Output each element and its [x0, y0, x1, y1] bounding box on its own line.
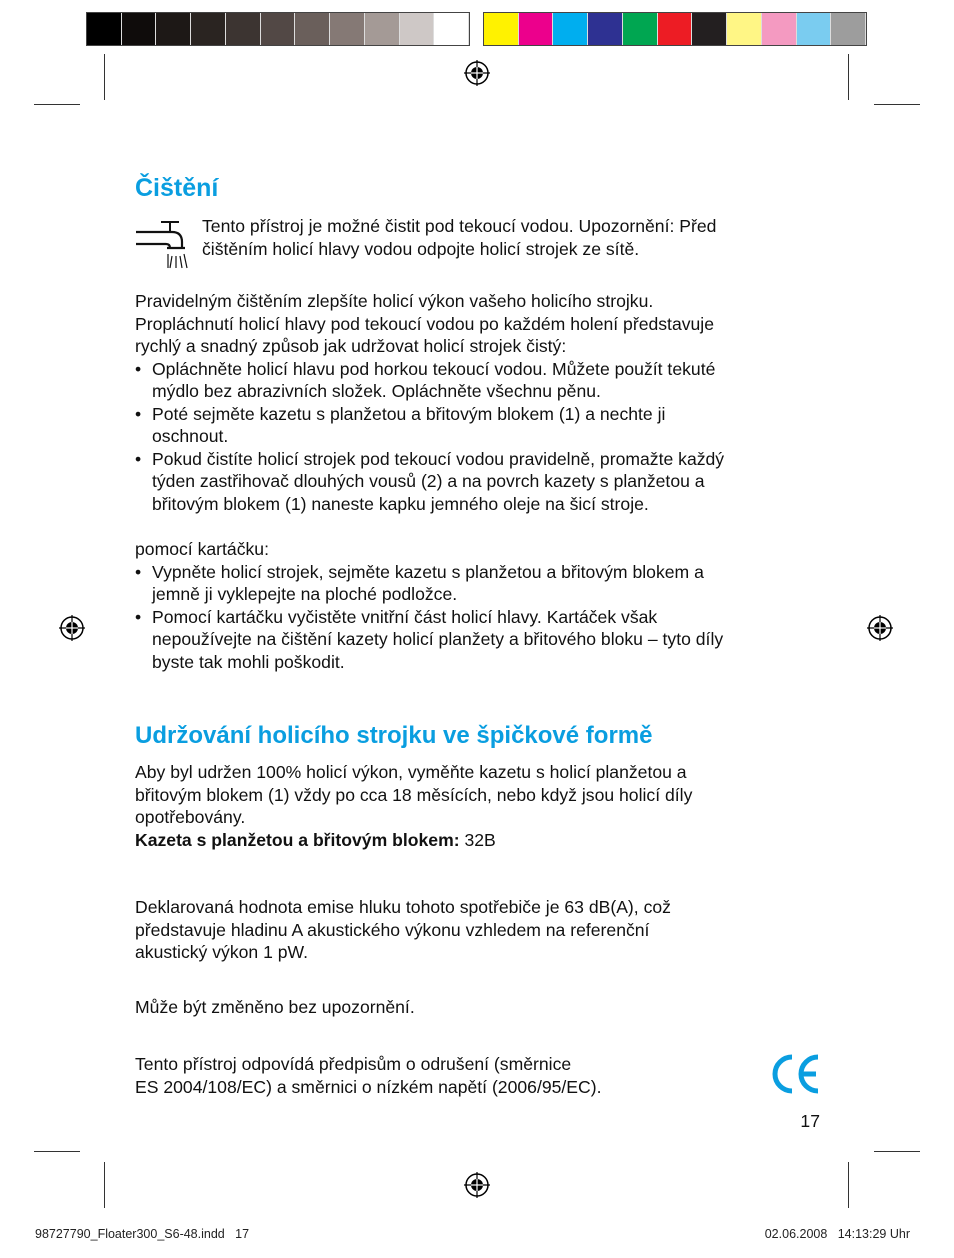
registration-mark-icon: [867, 615, 893, 641]
text-line: • Poté sejměte kazetu s planžetou a břitovým blokem (1) a nechte ji: [152, 403, 666, 424]
color-swatch: [727, 13, 762, 45]
process-color-bar: [483, 12, 867, 46]
cleaning-body: [135, 290, 835, 515]
color-swatch: [588, 13, 623, 45]
text-line: Propláchnutí holicí hlavy pod tekoucí vodou po každém holení představuje: [135, 313, 715, 334]
color-swatch: [831, 13, 866, 45]
part-value: 32B: [459, 829, 496, 850]
text-line: rychlý a snadný způsob jak udržovat holicí strojek čistý:: [135, 336, 567, 356]
section-heading-maintenance: Udržování holicího strojku ve špičkové formě: [135, 722, 653, 749]
faucet-icon: [134, 218, 190, 270]
text-line: oschnout.: [152, 426, 229, 446]
page-number: 17: [800, 1111, 820, 1131]
color-swatch: [553, 13, 588, 45]
registration-mark-icon: [464, 60, 490, 86]
text-line: • Pomocí kartáčku vyčistěte vnitřní část holicí hlavy. Kartáček však: [152, 606, 658, 627]
text-line: mýdlo bez abrazivních složek. Opláchněte všechnu pěnu.: [152, 381, 601, 401]
text-line: týden zastřihovač dlouhých vousů (2) a na povrch kazety s planžetou a: [152, 471, 705, 491]
crop-mark: [874, 1151, 920, 1152]
conformity-statement: [135, 1053, 755, 1098]
footer-timestamp: 02.06.2008 14:13:29 Uhr: [764, 1227, 910, 1241]
noise-declaration: [135, 896, 835, 964]
footer-file-name: 98727790_Floater300_S6-48.indd 17: [35, 1227, 250, 1241]
text-line: byste tak mohli poškodit.: [152, 651, 345, 672]
list-item: [135, 606, 835, 674]
crop-mark: [104, 54, 105, 100]
color-swatch: [434, 13, 469, 45]
color-swatch: [87, 13, 122, 45]
color-swatch: [295, 13, 330, 45]
text-line: nepoužívejte na čištění kazety holicí planžety a břitového bloku – tyto díly: [152, 629, 724, 649]
text-line: představuje hladinu A akustického výkonu vzhledem na referenční: [135, 919, 650, 940]
text-line: jemně ji vyklepejte na ploché podložce.: [152, 584, 458, 604]
list-item: [135, 358, 835, 403]
text-line: Deklarovaná hodnota emise hluku tohoto spotřebiče je 63 dB(A), což: [135, 897, 671, 917]
text-line: ES 2004/108/EC) a směrnici o nízkém napětí (2006/95/EC).: [135, 1076, 602, 1097]
text-line: břitovým blokem (1) vždy po cca 18 měsících, nebo když jsou holicí díly: [135, 784, 693, 805]
color-swatch: [797, 13, 832, 45]
color-swatch: [519, 13, 554, 45]
maintenance-body: [135, 761, 835, 851]
list-item: [135, 448, 835, 516]
color-swatch: [226, 13, 261, 45]
change-notice: Může být změněno bez upozornění.: [135, 997, 415, 1017]
color-swatch: [156, 13, 191, 45]
intro-text: [202, 215, 822, 260]
text-line: • Vypněte holicí strojek, sejměte kazetu s planžetou a břitovým blokem a: [152, 561, 704, 582]
brush-bullet-list: [135, 561, 835, 674]
crop-mark: [104, 1162, 105, 1208]
color-swatch: [484, 13, 519, 45]
color-swatch: [400, 13, 435, 45]
text-line: Tento přístroj odpovídá předpisům o odrušení (směrnice: [135, 1054, 572, 1074]
color-swatch: [191, 13, 226, 45]
text-line: Pravidelným čištěním zlepšíte holicí výkon vašeho holicího strojku.: [135, 291, 654, 311]
color-swatch: [658, 13, 693, 45]
section-heading-cleaning: Čištění: [135, 174, 219, 202]
text-line: čištěním holicí hlavy vodou odpojte holicí strojek ze sítě.: [202, 238, 640, 259]
list-item: [135, 561, 835, 606]
text-line: břitovým blokem (1) naneste kapku jemného oleje na šicí stroje.: [152, 493, 649, 514]
crop-mark: [874, 104, 920, 105]
color-swatch: [365, 13, 400, 45]
text-line: Aby byl udržen 100% holicí výkon, vyměňte kazetu s holicí planžetou a: [135, 762, 687, 782]
ce-mark-icon: [768, 1051, 822, 1097]
grayscale-color-bar: [86, 12, 470, 46]
crop-mark: [848, 54, 849, 100]
color-swatch: [122, 13, 157, 45]
registration-mark-icon: [464, 1172, 490, 1198]
text-line: akustický výkon 1 pW.: [135, 942, 309, 962]
part-label: Kazeta s planžetou a břitovým blokem:: [135, 829, 460, 850]
part-number-line: [135, 829, 835, 852]
text-line: • Pokud čistíte holicí strojek pod tekoucí vodou pravidelně, promažte každý: [152, 448, 725, 469]
color-swatch: [762, 13, 797, 45]
color-swatch: [261, 13, 296, 45]
cleaning-bullet-list: [135, 358, 835, 516]
color-swatch: [623, 13, 658, 45]
color-swatch: [330, 13, 365, 45]
text-line: • Opláchněte holicí hlavu pod horkou tekoucí vodou. Můžete použít tekuté: [152, 358, 716, 379]
crop-mark: [34, 104, 80, 105]
crop-mark: [34, 1151, 80, 1152]
text-line: opotřebovány.: [135, 807, 246, 827]
brush-cleaning-body: [135, 538, 835, 673]
brush-subtitle: pomocí kartáčku:: [135, 539, 269, 559]
crop-mark: [848, 1162, 849, 1208]
text-line: Tento přístroj je možné čistit pod tekoucí vodou. Upozornění: Před: [202, 216, 717, 236]
color-swatch: [692, 13, 727, 45]
list-item: [135, 403, 835, 448]
registration-mark-icon: [59, 615, 85, 641]
